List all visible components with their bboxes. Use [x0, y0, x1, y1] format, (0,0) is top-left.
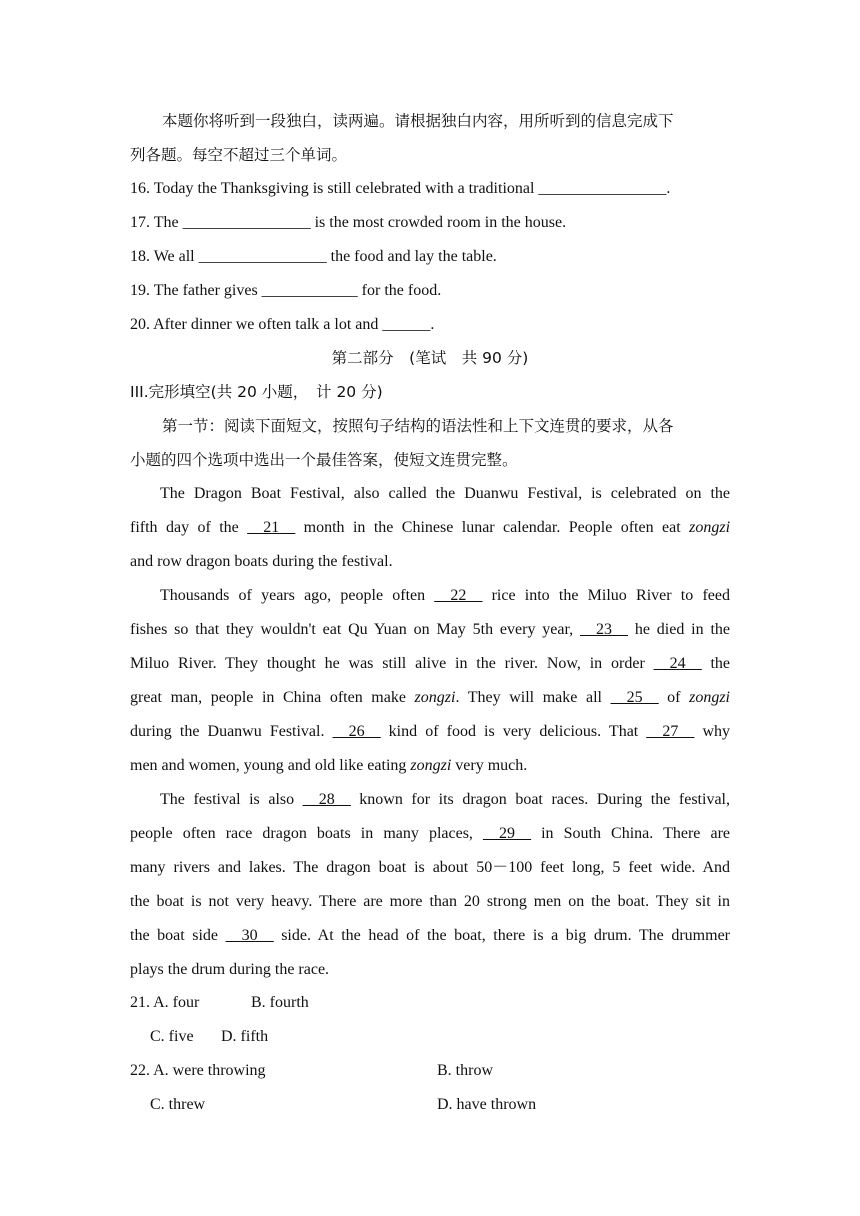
listening-instruction-line2: 列各题。每空不超过三个单词。 — [130, 146, 348, 164]
passage-p2-line3: Miluo River. They thought he was still alive in the river. Now, in order __24__ the — [130, 655, 731, 672]
passage-p3-line2: people often race dragon boats in many places, __29__ in South China. There are — [130, 825, 730, 842]
blank-27: __27__ — [646, 723, 695, 740]
option-22-c: C. threw — [150, 1096, 206, 1113]
blank-25: __25__ — [610, 689, 659, 706]
passage-p2-line4: great man, people in China often make zongzi. They will make all __25__ of zongzi — [130, 689, 730, 706]
passage-p2-line2: fishes so that they wouldn't eat Qu Yuan on May 5th every year, __23__ he died in the — [130, 621, 731, 638]
question-22-row2 — [150, 1095, 750, 1115]
section1-instruction-line2: 小题的四个选项中选出一个最佳答案，使短文连贯完整。 — [130, 451, 518, 469]
passage-p3-line4: the boat is not very heavy. There are more than 20 strong men on the boat. They sit in — [130, 893, 730, 910]
question-21-row1 — [130, 993, 730, 1013]
question-19: 19. The father gives ____________ for the food. — [130, 282, 442, 299]
passage-p1-line2: fifth day of the __21__ month in the Chinese lunar calendar. People often eat zongzi — [130, 519, 731, 536]
blank-29: __29__ — [483, 825, 532, 842]
blank-21: __21__ — [247, 519, 296, 536]
blank-22: __22__ — [434, 587, 483, 604]
section1-instruction-line1: 第一节：阅读下面短文，按照句子结构的语法性和上下文连贯的要求，从各 — [162, 417, 674, 435]
option-21-d: D. fifth — [221, 1028, 269, 1045]
question-16: 16. Today the Thanksgiving is still celebrated with a traditional ________________. — [130, 180, 671, 197]
passage-p2-line6: men and women, young and old like eating zongzi very much. — [130, 757, 528, 774]
listening-instruction-line1: 本题你将听到一段独白，读两遍。请根据独白内容，用所听到的信息完成下 — [162, 112, 674, 130]
question-21-row2 — [150, 1027, 750, 1047]
passage-p3-line5: the boat side __30__ side. At the head of the boat, there is a big drum. The drummer — [130, 927, 730, 944]
option-21-c: C. five — [150, 1028, 194, 1045]
passage-p3-line6: plays the drum during the race. — [130, 961, 330, 978]
passage-p1-line1: The Dragon Boat Festival, also called the Duanwu Festival, is celebrated on the — [160, 485, 730, 502]
option-21-b: B. fourth — [251, 994, 309, 1011]
passage-p2-line5: during the Duanwu Festival. __26__ kind of food is very delicious. That __27__ why — [130, 723, 730, 740]
blank-23: __23__ — [580, 621, 629, 638]
blank-30: __30__ — [225, 927, 274, 944]
blank-24: __24__ — [653, 655, 702, 672]
question-22-row1 — [130, 1061, 730, 1081]
question-17: 17. The ________________ is the most crowded room in the house. — [130, 214, 567, 231]
option-22-a: 22. A. were throwing — [130, 1062, 266, 1079]
part2-heading: 第二部分 (笔试 共 90 分) — [331, 349, 529, 367]
option-22-b: B. throw — [437, 1062, 493, 1079]
option-22-d: D. have thrown — [437, 1096, 537, 1113]
question-20: 20. After dinner we often talk a lot and ______. — [130, 316, 435, 333]
blank-26: __26__ — [332, 723, 381, 740]
blank-28: __28__ — [302, 791, 351, 808]
question-18: 18. We all ________________ the food and lay the table. — [130, 248, 497, 265]
passage-p3-line3: many rivers and lakes. The dragon boat is about 50－100 feet long, 5 feet wide. And — [130, 859, 730, 876]
section3-title: III.完形填空(共 20 小题， 计 20 分) — [130, 383, 383, 401]
option-21-a: 21. A. four — [130, 994, 200, 1011]
passage-p1-line3: and row dragon boats during the festival. — [130, 553, 393, 570]
passage-p2-line1: Thousands of years ago, people often __22__ rice into the Miluo River to feed — [160, 587, 730, 604]
passage-p3-line1: The festival is also __28__ known for its dragon boat races. During the festival, — [160, 791, 730, 808]
